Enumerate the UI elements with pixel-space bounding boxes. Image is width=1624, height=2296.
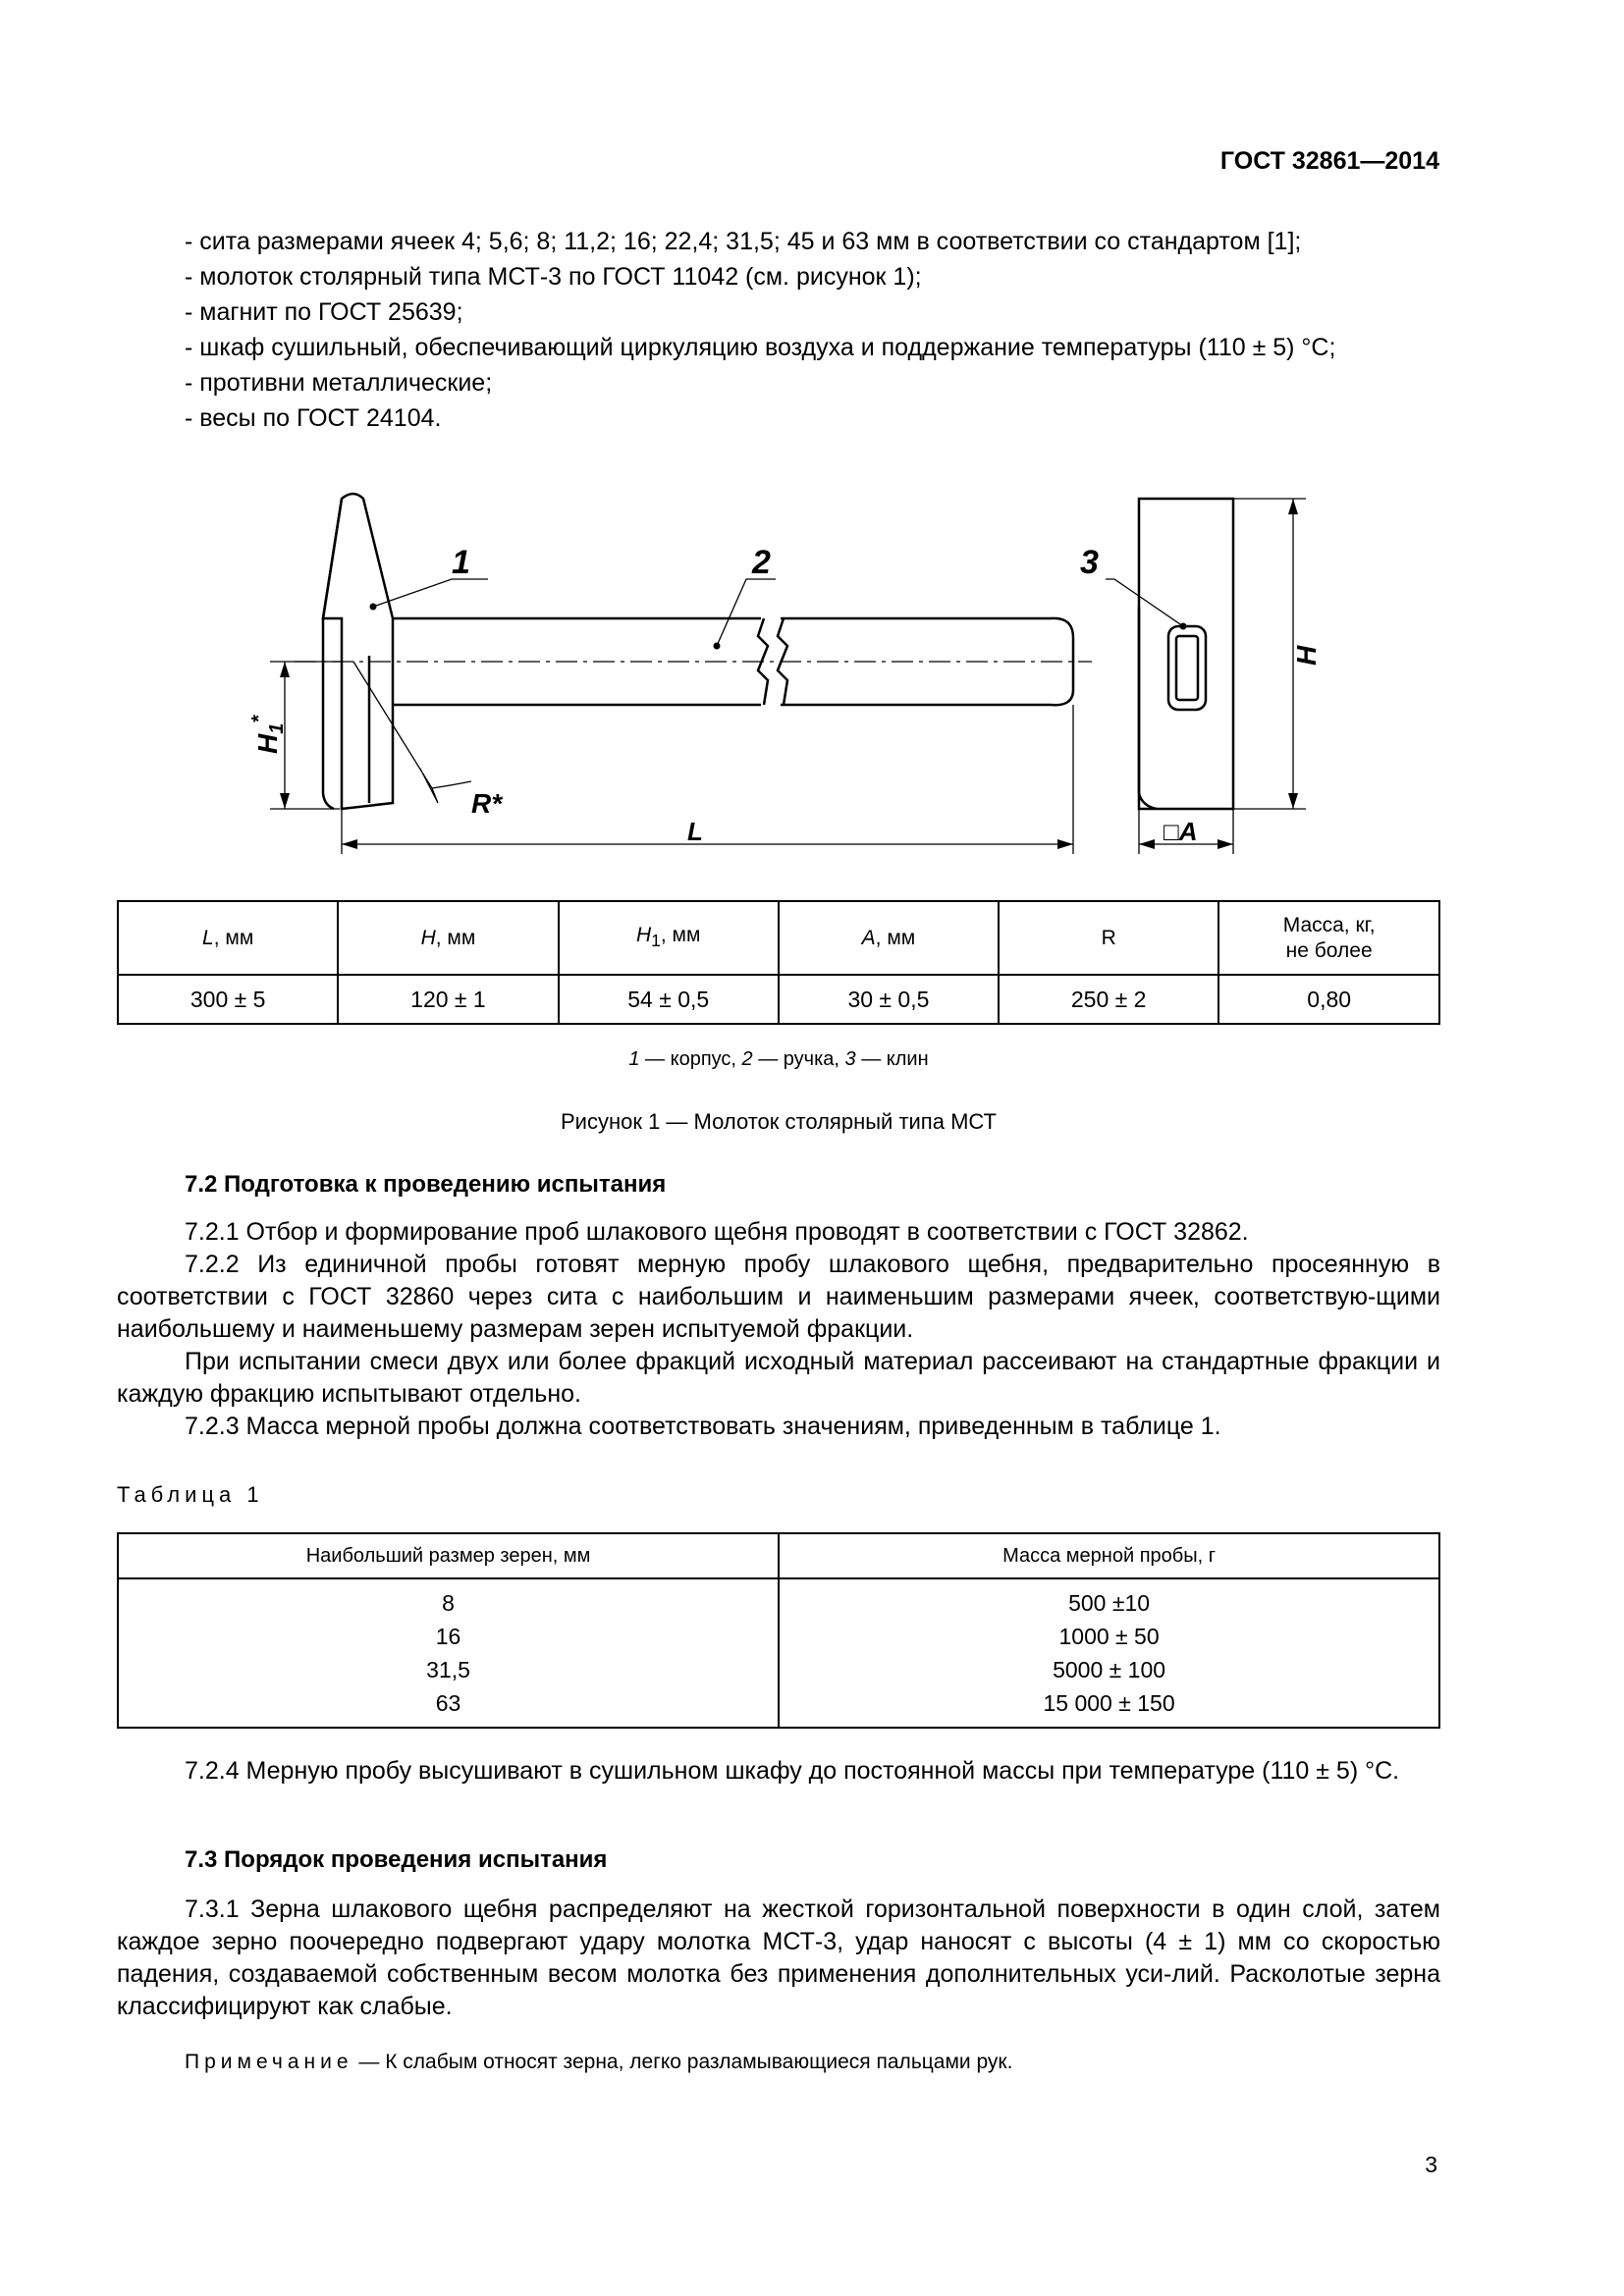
table-cell: 0,80: [1218, 975, 1439, 1024]
table-cell: 30 ± 0,5: [779, 975, 999, 1024]
page-number: 3: [1425, 2152, 1437, 2177]
label-part-3: 3: [1080, 544, 1099, 581]
note: [185, 2051, 1012, 2074]
hammer-figure: [248, 469, 1322, 867]
table-header-row: [118, 1533, 1439, 1578]
label-height-1: $H_1^*$: [248, 715, 288, 754]
paragraph: 7.2.2 Из единичной пробы готовят мерную пробу шлакового щебня, предварительно просеянную в соответствии с ГОСТ 32860 через сита с наибольшим и наименьшим размерами ячеек, соответствую-щими наибольшему и наименьшему размерам зерен испытуемой фракции.: [117, 1251, 1440, 1343]
list-item: - шкаф сушильный, обеспечивающий циркуляцию воздуха и поддержание температуры (110 ± 5) °С;: [185, 334, 1336, 361]
table-header-cell: Масса, кг, не более: [1218, 901, 1439, 975]
label-width: □A: [1164, 817, 1198, 846]
paragraph: 7.2.1 Отбор и формирование проб шлакового щебня проводят в соответствии с ГОСТ 32862.: [185, 1218, 1249, 1246]
paragraph: 7.2.4 Мерную пробу высушивают в сушильном шкафу до постоянной массы при температуре (110 ± 5) °С.: [185, 1757, 1400, 1785]
hammer-drawing: [248, 469, 1322, 867]
label-part-2: 2: [752, 544, 771, 581]
table-cell: 54 ± 0,5: [559, 975, 779, 1024]
label-height: H: [1291, 645, 1322, 666]
table-header-cell: R: [999, 901, 1218, 975]
table-header-cell: H, мм: [338, 901, 558, 975]
paragraph: 7.3.1 Зерна шлакового щебня распределяют на жесткой горизонтальной поверхности в один слой, затем каждое зерно поочередно подвергают удару молотка МСТ-3, удар наносят с высоты (4 ± 1) мм со скоростью падения, создаваемой собственным весом молотка без применения дополнительных уси-лий. Расколотые зерна классифицируют как слабые.: [117, 1896, 1440, 2020]
dimensions-table: [117, 900, 1440, 1025]
list-item: - сита размерами ячеек 4; 5,6; 8; 11,2; 16; 22,4; 31,5; 45 и 63 мм в соответствии со стандартом [1];: [185, 228, 1302, 255]
table-row: [118, 975, 1439, 1024]
paragraph-7-2-4: [117, 1755, 1440, 1788]
list-item: - противни металлические;: [185, 369, 493, 397]
section-7-3-body: [117, 1894, 1440, 2023]
section-7-2-body: [117, 1216, 1440, 1443]
list-item: - магнит по ГОСТ 25639;: [185, 298, 463, 326]
table-cell: 300 ± 5: [118, 975, 338, 1024]
hammer-outline: [323, 494, 1233, 809]
table-header-cell: L, мм: [118, 901, 338, 975]
table-header-cell: A, мм: [779, 901, 999, 975]
table-1: [117, 1532, 1440, 1729]
label-length: L: [687, 817, 703, 846]
table-cell: 120 ± 1: [338, 975, 558, 1024]
section-7-3-title: 7.3 Порядок проведения испытания: [185, 1846, 608, 1873]
paragraph: При испытании смеси двух или более фракций исходный материал рассеивают на стандартные фракции и каждую фракцию испытывают отдельно.: [117, 1348, 1440, 1408]
note-text: — К слабым относят зерна, легко разламывающиеся пальцами рук.: [352, 2051, 1013, 2073]
table-cell: 8 16 31,5 63: [118, 1578, 779, 1728]
note-label: Примечание: [185, 2051, 353, 2073]
arrow-heads: [280, 499, 1298, 849]
table-header-row: [118, 901, 1439, 975]
figure-legend: 1 — корпус, 2 — ручка, 3 — клин: [628, 1048, 929, 1070]
label-part-1: 1: [452, 544, 470, 581]
paragraph: 7.2.3 Масса мерной пробы должна соответствовать значениям, приведенным в таблице 1.: [185, 1413, 1221, 1440]
label-radius: R*: [471, 788, 503, 819]
document-header: ГОСТ 32861—2014: [1219, 147, 1439, 175]
equipment-list: [185, 224, 1451, 436]
table-row: [118, 1578, 1439, 1728]
figure-caption: Рисунок 1 — Молоток столярный типа МСТ: [561, 1109, 997, 1134]
list-item: - молоток столярный типа МСТ-3 по ГОСТ 11042 (см. рисунок 1);: [185, 263, 922, 291]
table-header-cell: Масса мерной пробы, г: [779, 1533, 1439, 1578]
table-cell: 250 ± 2: [999, 975, 1218, 1024]
table-header-cell: Наибольший размер зерен, мм: [118, 1533, 779, 1578]
dimension-lines: [270, 499, 1306, 854]
table-header-cell: $H_1$, мм: [559, 901, 779, 975]
list-item: - весы по ГОСТ 24104.: [185, 404, 442, 432]
table-1-label: Таблица 1: [117, 1482, 264, 1507]
section-7-2-title: 7.2 Подготовка к проведению испытания: [185, 1171, 667, 1198]
table-cell: 500 ±10 1000 ± 50 5000 ± 100 15 000 ± 150: [779, 1578, 1439, 1728]
